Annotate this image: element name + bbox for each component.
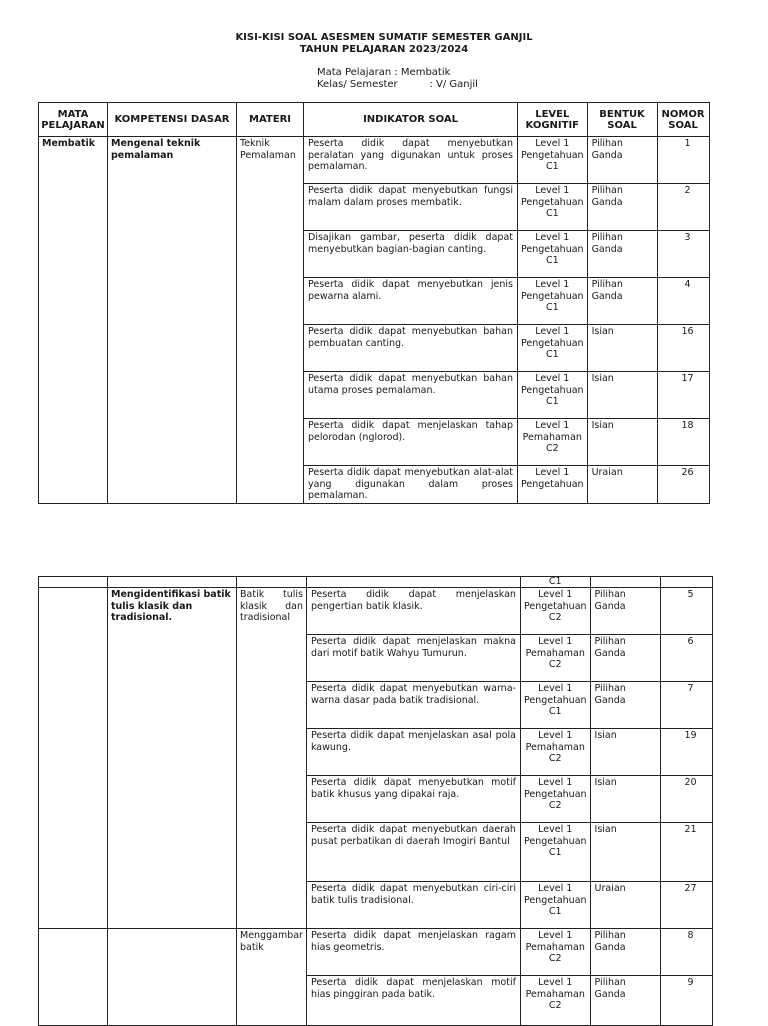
question-type-cell: Isian [587,325,657,372]
subject-info: Mata Pelajaran : Membatik [317,67,451,78]
question-type-cell: Pilihan Ganda [590,588,660,635]
question-number-cell: 16 [657,325,709,372]
level-cell: Level 1 Pemahaman C2 [518,419,588,466]
level-cell: Level 1 Pengetahuan C1 [518,278,588,325]
material-cell: Batik tulis klasik dan tradisional [237,588,307,929]
header-kompetensi-dasar: KOMPETENSI DASAR [108,103,237,137]
question-number-cell: 7 [660,682,712,729]
indicator-cell: Peserta didik dapat menyebutkan jenis pewarna alami. [304,278,518,325]
question-type-cell: Isian [587,419,657,466]
question-number-cell: 5 [660,588,712,635]
question-number-cell: 18 [657,419,709,466]
table-row [39,577,713,588]
question-number-cell: 21 [660,823,712,882]
question-type-cell: Pilihan Ganda [587,278,657,325]
indicator-cell: Peserta didik dapat menyebutkan daerah pusat perbatikan di daerah Imogiri Bantul [306,823,520,882]
question-number-cell: 27 [660,882,712,929]
indicator-cell: Peserta didik dapat menyebutkan ciri-ciri batik tulis tradisional. [306,882,520,929]
level-cell: Level 1 Pengetahuan C1 [518,231,588,278]
question-number-cell: 8 [660,929,712,976]
class-semester-info: Kelas/ Semester : V/ Ganjil [317,79,478,90]
document-subtitle: TAHUN PELAJARAN 2023/2024 [299,44,469,55]
question-type-cell: Pilihan Ganda [590,682,660,729]
question-type-cell: Pilihan Ganda [587,231,657,278]
indicator-cell: Peserta didik dapat menyebutkan bahan utama proses pemalaman. [304,372,518,419]
level-cell: Level 1 Pengetahuan C1 [520,882,590,929]
level-cell: Level 1 Pengetahuan C1 [518,325,588,372]
header-bentuk-soal: BENTUK SOAL [587,103,657,137]
material-cell: Menggambar batik [237,929,307,1026]
question-type-cell: Pilihan Ganda [590,976,660,1026]
indicator-cell: Disajikan gambar, peserta didik dapat menyebutkan bagian-bagian canting. [304,231,518,278]
question-number-cell: 6 [660,635,712,682]
question-number-cell: 3 [657,231,709,278]
indicator-cell: Peserta didik dapat menyebutkan fungsi malam dalam proses membatik. [304,184,518,231]
competency-cell: Mengenal teknik pemalaman [108,137,237,504]
indicator-cell: Peserta didik dapat menjelaskan makna dari motif batik Wahyu Tumurun. [306,635,520,682]
indicator-cell: Peserta didik dapat menyebutkan alat-alat yang digunakan dalam proses pemalaman. [304,466,518,504]
question-number-cell: 19 [660,729,712,776]
level-cell: Level 1 Pengetahuan C1 [518,372,588,419]
question-type-cell: Isian [587,372,657,419]
indicator-cell: Peserta didik dapat menyebutkan warna-warna dasar pada batik tradisional. [306,682,520,729]
header-mata-pelajaran: MATA PELAJARAN [39,103,108,137]
level-cell: Level 1 Pemahaman C2 [520,635,590,682]
material-cell: Teknik Pemalaman [237,137,304,504]
indicator-cell: Peserta didik dapat menjelaskan ragam hias geometris. [306,929,520,976]
question-type-cell: Isian [590,823,660,882]
indicator-cell: Peserta didik dapat menjelaskan asal pola kawung. [306,729,520,776]
indicator-cell: Peserta didik dapat menyebutkan motif batik khusus yang dipakai raja. [306,776,520,823]
header-nomor-soal: NOMOR SOAL [657,103,709,137]
question-type-cell: Uraian [590,882,660,929]
question-number-cell: 4 [657,278,709,325]
question-number-cell: 17 [657,372,709,419]
question-number-cell: 1 [657,137,709,184]
grid-table-page2 [38,576,713,1026]
level-cell: C1 [520,577,590,588]
document-title: KISI-KISI SOAL ASESMEN SUMATIF SEMESTER GANJIL [235,32,533,43]
table-row [39,588,713,635]
header-materi: MATERI [237,103,304,137]
level-cell: Level 1 Pemahaman C2 [520,976,590,1026]
level-cell: Level 1 Pengetahuan C1 [518,137,588,184]
question-type-cell: Isian [590,729,660,776]
subject-cell [39,588,108,929]
level-cell: Level 1 Pengetahuan C2 [520,588,590,635]
indicator-cell: Peserta didik dapat menyebutkan peralatan yang digunakan untuk proses pemalaman. [304,137,518,184]
table-row [39,929,713,976]
competency-cell: Mengidentifikasi batik tulis klasik dan tradisional. [108,588,237,929]
level-cell: Level 1 Pengetahuan C2 [520,776,590,823]
level-cell: Level 1 Pengetahuan [518,466,588,504]
level-cell: Level 1 Pemahaman C2 [520,929,590,976]
indicator-cell: Peserta didik dapat menjelaskan motif hias pinggiran pada batik. [306,976,520,1026]
header-indikator-soal: INDIKATOR SOAL [304,103,518,137]
question-number-cell: 9 [660,976,712,1026]
indicator-cell: Peserta didik dapat menyebutkan bahan pembuatan canting. [304,325,518,372]
table-row [39,137,710,184]
level-cell: Level 1 Pengetahuan C1 [518,184,588,231]
level-cell: Level 1 Pemahaman C2 [520,729,590,776]
competency-cell [108,929,237,1026]
question-type-cell: Isian [590,776,660,823]
header-level-kognitif: LEVEL KOGNITIF [518,103,588,137]
question-number-cell: 20 [660,776,712,823]
level-cell: Level 1 Pengetahuan C1 [520,682,590,729]
question-type-cell: Pilihan Ganda [587,137,657,184]
question-type-cell: Pilihan Ganda [587,184,657,231]
question-type-cell: Pilihan Ganda [590,929,660,976]
indicator-cell: Peserta didik dapat menjelaskan tahap pelorodan (nglorod). [304,419,518,466]
subject-cell [39,929,108,1026]
question-type-cell: Uraian [587,466,657,504]
question-type-cell: Pilihan Ganda [590,635,660,682]
level-cell: Level 1 Pengetahuan C1 [520,823,590,882]
question-number-cell: 2 [657,184,709,231]
question-number-cell: 26 [657,466,709,504]
subject-cell: Membatik [39,137,108,504]
indicator-cell: Peserta didik dapat menjelaskan pengertian batik klasik. [306,588,520,635]
grid-table-page1 [38,102,710,504]
